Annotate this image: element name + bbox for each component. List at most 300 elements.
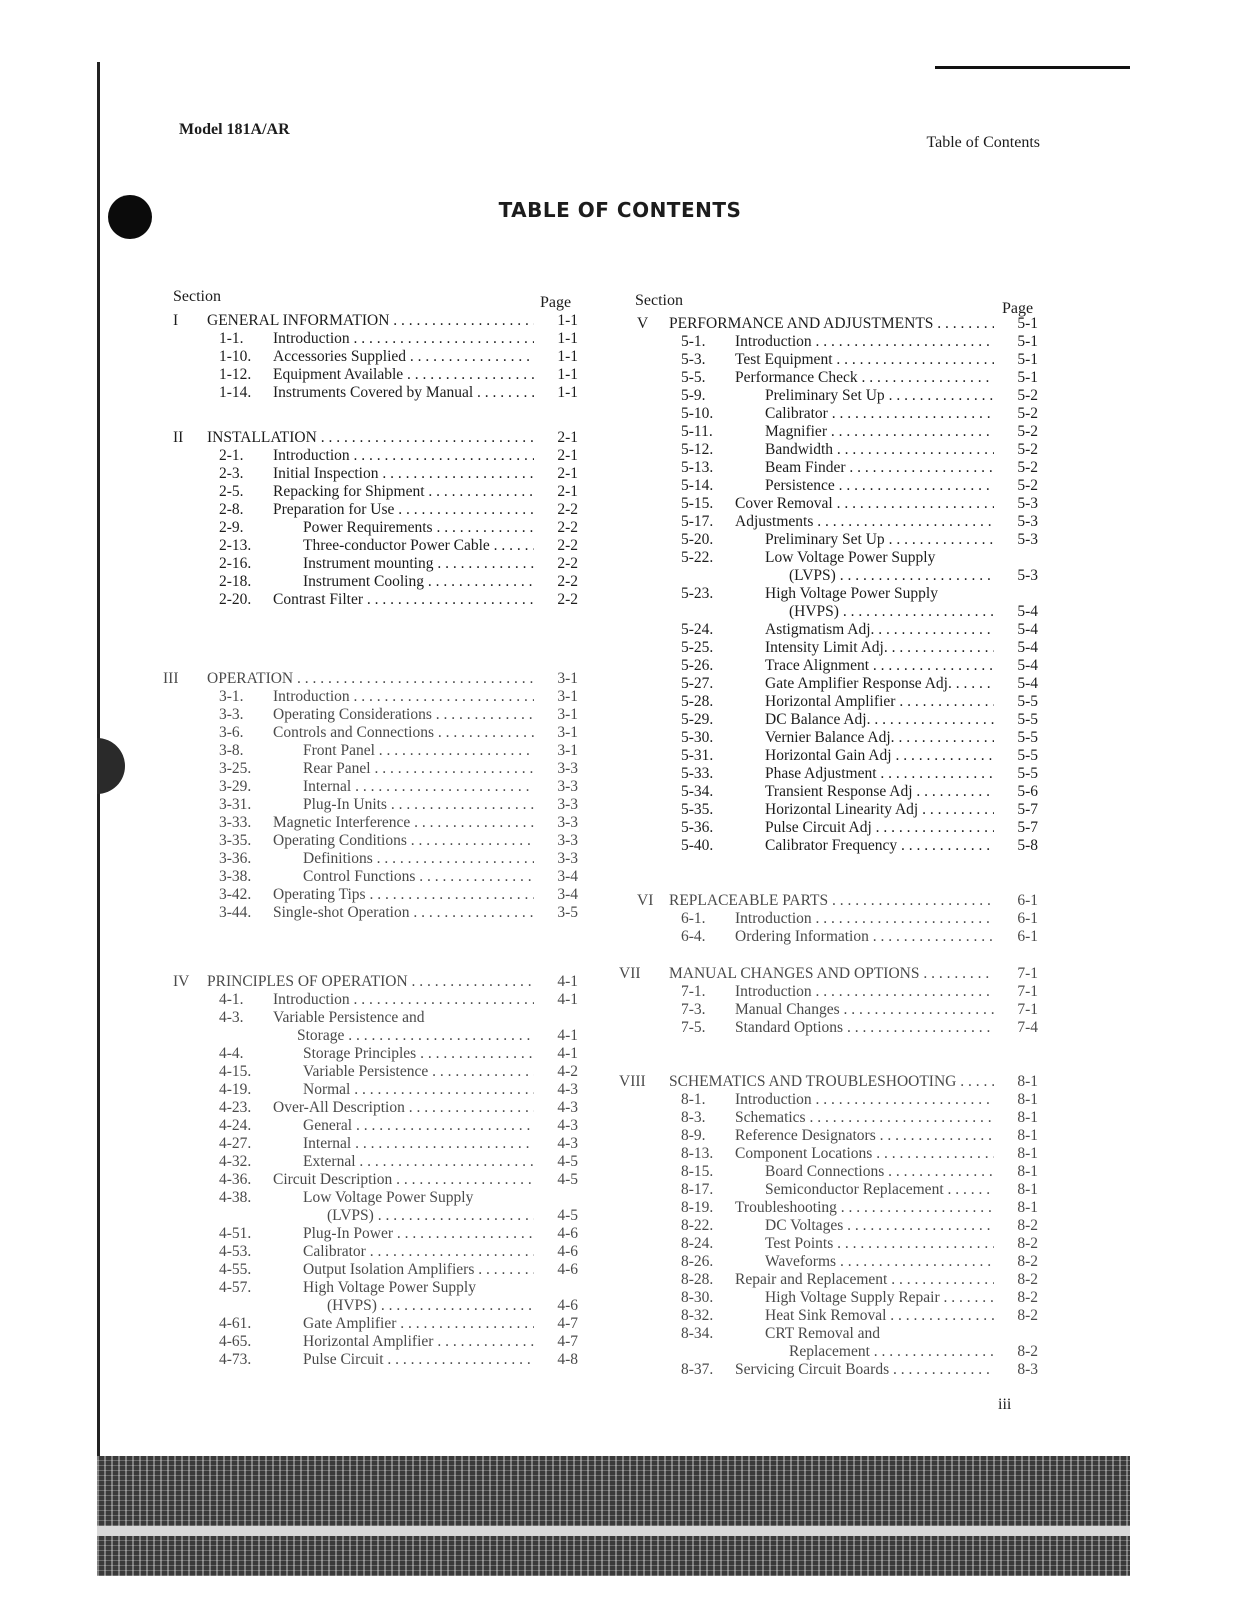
toc-page-ref: 5-2 bbox=[1017, 387, 1038, 404]
toc-paragraph-number: 5-26. bbox=[681, 657, 714, 674]
toc-entry-title: Transient Response Adj . . . bbox=[765, 783, 994, 801]
toc-entry bbox=[635, 693, 1037, 711]
toc-entry bbox=[173, 1009, 575, 1027]
toc-section-heading bbox=[173, 973, 578, 991]
toc-entry-title: External . . . bbox=[303, 1153, 534, 1171]
toc-entry bbox=[173, 348, 578, 366]
toc-entry bbox=[635, 1181, 1037, 1199]
toc-paragraph-number: 5-40. bbox=[681, 837, 714, 854]
toc-entry-title: DC Voltages . . . bbox=[765, 1217, 994, 1235]
toc-paragraph-number: 2-5. bbox=[219, 483, 244, 500]
toc-entry-title: Introduction . . . bbox=[273, 330, 534, 348]
toc-page-ref: 7-1 bbox=[1017, 983, 1038, 1000]
page-title: TABLE OF CONTENTS bbox=[498, 198, 742, 222]
toc-page-ref: 2-2 bbox=[557, 573, 578, 590]
toc-page-ref: 4-3 bbox=[557, 1081, 578, 1098]
toc-entry bbox=[635, 819, 1037, 837]
toc-paragraph-number: 1-14. bbox=[219, 384, 252, 401]
binder-edge-line bbox=[97, 62, 100, 1572]
toc-paragraph-number: 3-3. bbox=[219, 706, 244, 723]
toc-paragraph-number: 8-32. bbox=[681, 1307, 714, 1324]
toc-entry-title: Magnifier . . . bbox=[765, 423, 994, 441]
toc-entry-title: Magnetic Interference . . . bbox=[273, 814, 534, 832]
toc-entry-title: DC Balance Adj. . . . bbox=[765, 711, 994, 729]
toc-paragraph-number: 1-12. bbox=[219, 366, 252, 383]
toc-entry-title: Operating Considerations . . . bbox=[273, 706, 534, 724]
toc-page-ref: 7-1 bbox=[1017, 1001, 1038, 1018]
toc-entry-title: Operating Tips . . . bbox=[273, 886, 534, 904]
toc-paragraph-number: 5-22. bbox=[681, 549, 714, 566]
toc-paragraph-number: 8-28. bbox=[681, 1271, 714, 1288]
toc-entry bbox=[635, 1217, 1037, 1235]
toc-paragraph-number: 6-1. bbox=[681, 910, 706, 927]
toc-page-ref: 6-1 bbox=[1017, 910, 1038, 927]
toc-entry bbox=[173, 724, 578, 742]
toc-entry bbox=[173, 778, 578, 796]
toc-page-ref: 3-3 bbox=[557, 796, 578, 813]
toc-entry-title: Semiconductor Replacement . . . bbox=[765, 1181, 994, 1199]
toc-paragraph-number: 8-34. bbox=[681, 1325, 714, 1342]
toc-paragraph-number: 5-33. bbox=[681, 765, 714, 782]
toc-entry bbox=[173, 760, 578, 778]
toc-paragraph-number: 2-9. bbox=[219, 519, 244, 536]
toc-entry-title: Introduction . . . bbox=[273, 447, 534, 465]
toc-entry bbox=[635, 801, 1037, 819]
toc-paragraph-number: 3-31. bbox=[219, 796, 252, 813]
toc-page-ref: 4-5 bbox=[557, 1207, 578, 1224]
toc-entry bbox=[173, 1081, 578, 1099]
toc-page-ref: 3-3 bbox=[557, 778, 578, 795]
page-number: iii bbox=[998, 1396, 1012, 1413]
toc-page-ref: 8-1 bbox=[1017, 1109, 1038, 1126]
toc-entry-title: Control Functions . . . bbox=[303, 868, 534, 886]
toc-paragraph-number: 5-1. bbox=[681, 333, 706, 350]
toc-paragraph-number: 8-30. bbox=[681, 1289, 714, 1306]
toc-entry-title: Three-conductor Power Cable . . . bbox=[303, 537, 534, 555]
toc-entry bbox=[635, 333, 1037, 351]
toc-entry bbox=[635, 1325, 1037, 1343]
toc-entry bbox=[173, 1243, 578, 1261]
toc-entry-title: Introduction . . . bbox=[735, 910, 994, 928]
toc-entry bbox=[635, 477, 1037, 495]
toc-entry bbox=[173, 1315, 578, 1333]
toc-entry bbox=[635, 459, 1037, 477]
toc-paragraph-number: 2-20. bbox=[219, 591, 252, 608]
toc-paragraph-number: 5-36. bbox=[681, 819, 714, 836]
toc-page-ref: 5-6 bbox=[1017, 783, 1038, 800]
toc-paragraph-number: 3-25. bbox=[219, 760, 252, 777]
toc-entry-title: Instrument Cooling . . . bbox=[303, 573, 534, 591]
toc-entry bbox=[635, 621, 1037, 639]
toc-paragraph-number: 3-35. bbox=[219, 832, 252, 849]
toc-entry-title: Front Panel . . . bbox=[303, 742, 534, 760]
toc-entry bbox=[635, 1019, 1037, 1037]
toc-paragraph-number: 8-13. bbox=[681, 1145, 714, 1162]
toc-paragraph-number: 1-1. bbox=[219, 330, 244, 347]
toc-paragraph-number: 5-34. bbox=[681, 783, 714, 800]
toc-section-heading bbox=[173, 312, 578, 330]
toc-paragraph-number: 8-3. bbox=[681, 1109, 706, 1126]
toc-section-heading bbox=[635, 892, 1037, 910]
toc-paragraph-number: 3-33. bbox=[219, 814, 252, 831]
toc-page-ref: 1-1 bbox=[557, 348, 578, 365]
toc-paragraph-number: 5-30. bbox=[681, 729, 714, 746]
toc-entry-title: Calibrator . . . bbox=[303, 1243, 534, 1261]
toc-entry bbox=[173, 573, 578, 591]
toc-entry-title: Plug-In Power . . . bbox=[303, 1225, 534, 1243]
toc-entry bbox=[173, 591, 578, 609]
toc-page-ref: 3-1 bbox=[557, 688, 578, 705]
toc-entry-title: Introduction . . . bbox=[735, 983, 994, 1001]
toc-page-ref: 8-1 bbox=[1017, 1181, 1038, 1198]
toc-page-ref: 4-6 bbox=[557, 1243, 578, 1260]
toc-page-ref: 4-6 bbox=[557, 1225, 578, 1242]
toc-paragraph-number: 5-27. bbox=[681, 675, 714, 692]
toc-entry-title: Astigmatism Adj. . . . bbox=[765, 621, 994, 639]
toc-entry-title: Component Locations . . . bbox=[735, 1145, 994, 1163]
toc-entry-title: Horizontal Amplifier . . . bbox=[303, 1333, 534, 1351]
toc-entry-title: Heat Sink Removal . . . bbox=[765, 1307, 994, 1325]
toc-paragraph-number: 5-28. bbox=[681, 693, 714, 710]
toc-entry-title: Low Voltage Power Supply bbox=[765, 549, 936, 566]
toc-entry bbox=[173, 850, 578, 868]
toc-entry-title: Horizontal Linearity Adj . . . bbox=[765, 801, 994, 819]
toc-page-ref: 4-2 bbox=[557, 1063, 578, 1080]
toc-entry-title: High Voltage Power Supply bbox=[765, 585, 938, 602]
toc-page-ref: 3-5 bbox=[557, 904, 578, 921]
toc-page-ref: 4-8 bbox=[557, 1351, 578, 1368]
toc-entry-title: Plug-In Units . . . bbox=[303, 796, 534, 814]
toc-entry-title: MANUAL CHANGES AND OPTIONS . . . bbox=[669, 965, 994, 983]
toc-entry bbox=[635, 657, 1037, 675]
toc-page-ref: 5-1 bbox=[1017, 315, 1038, 332]
toc-page-ref: 3-3 bbox=[557, 814, 578, 831]
toc-entry-title: Introduction . . . bbox=[273, 688, 534, 706]
model-label: Model 181A/AR bbox=[179, 121, 290, 138]
right-section-label: Section bbox=[635, 292, 683, 309]
toc-entry-title: Intensity Limit Adj. . . . bbox=[765, 639, 994, 657]
toc-section-number: VIII bbox=[619, 1073, 646, 1090]
toc-entry bbox=[173, 366, 578, 384]
toc-entry-title: High Voltage Supply Repair . . . bbox=[765, 1289, 994, 1307]
toc-paragraph-number: 7-5. bbox=[681, 1019, 706, 1036]
toc-paragraph-number: 8-9. bbox=[681, 1127, 706, 1144]
toc-page-ref: 2-1 bbox=[557, 429, 578, 446]
toc-page-ref: 5-5 bbox=[1017, 765, 1038, 782]
toc-section-heading bbox=[635, 315, 1037, 333]
toc-paragraph-number: 2-16. bbox=[219, 555, 252, 572]
toc-page-ref: 3-1 bbox=[557, 706, 578, 723]
toc-section-heading bbox=[173, 429, 578, 447]
toc-entry-title: INSTALLATION . . . bbox=[207, 429, 534, 447]
toc-entry-title: Power Requirements . . . bbox=[303, 519, 534, 537]
toc-section-number: VI bbox=[637, 892, 654, 909]
toc-page-ref: 8-2 bbox=[1017, 1253, 1038, 1270]
toc-page-ref: 4-3 bbox=[557, 1135, 578, 1152]
toc-entry-title: Normal . . . bbox=[303, 1081, 534, 1099]
toc-entry bbox=[173, 384, 578, 402]
toc-page-ref: 5-2 bbox=[1017, 477, 1038, 494]
toc-entry-title: Introduction . . . bbox=[735, 333, 994, 351]
toc-entry bbox=[173, 501, 578, 519]
toc-page-ref: 3-3 bbox=[557, 832, 578, 849]
toc-page-ref: 2-2 bbox=[557, 501, 578, 518]
toc-page-ref: 6-1 bbox=[1017, 892, 1038, 909]
toc-page-ref: 3-4 bbox=[557, 886, 578, 903]
toc-entry bbox=[173, 330, 578, 348]
toc-entry bbox=[173, 1207, 578, 1225]
toc-paragraph-number: 4-32. bbox=[219, 1153, 252, 1170]
toc-page-ref: 8-1 bbox=[1017, 1163, 1038, 1180]
toc-paragraph-number: 3-8. bbox=[219, 742, 244, 759]
toc-entry-title: Operating Conditions . . . bbox=[273, 832, 534, 850]
toc-paragraph-number: 5-23. bbox=[681, 585, 714, 602]
toc-paragraph-number: 5-9. bbox=[681, 387, 706, 404]
toc-page-ref: 1-1 bbox=[557, 330, 578, 347]
toc-entry-title: Test Points . . . bbox=[765, 1235, 994, 1253]
toc-entry-title: Vernier Balance Adj. . . . bbox=[765, 729, 994, 747]
toc-page-ref: 8-2 bbox=[1017, 1307, 1038, 1324]
toc-entry-title: Adjustments . . . bbox=[735, 513, 994, 531]
toc-paragraph-number: 5-20. bbox=[681, 531, 714, 548]
toc-page-ref: 5-3 bbox=[1017, 495, 1038, 512]
toc-page-ref: 5-1 bbox=[1017, 351, 1038, 368]
toc-paragraph-number: 2-3. bbox=[219, 465, 244, 482]
toc-page-ref: 1-1 bbox=[557, 366, 578, 383]
toc-paragraph-number: 5-14. bbox=[681, 477, 714, 494]
toc-paragraph-number: 2-8. bbox=[219, 501, 244, 518]
toc-entry-title: Controls and Connections . . . bbox=[273, 724, 534, 742]
toc-entry-title: Rear Panel . . . bbox=[303, 760, 534, 778]
toc-entry-title: Preliminary Set Up . . . bbox=[765, 531, 994, 549]
toc-paragraph-number: 5-10. bbox=[681, 405, 714, 422]
toc-paragraph-number: 4-61. bbox=[219, 1315, 252, 1332]
toc-page-ref: 4-5 bbox=[557, 1171, 578, 1188]
toc-page-ref: 5-5 bbox=[1017, 729, 1038, 746]
toc-entry-title: Pulse Circuit Adj . . . bbox=[765, 819, 994, 837]
toc-entry bbox=[173, 1261, 578, 1279]
toc-entry-title: Gate Amplifier Response Adj. . . . bbox=[765, 675, 994, 693]
toc-entry-title: High Voltage Power Supply bbox=[303, 1279, 476, 1296]
toc-paragraph-number: 4-19. bbox=[219, 1081, 252, 1098]
toc-entry-title: Accessories Supplied . . . bbox=[273, 348, 534, 366]
toc-entry-title: SCHEMATICS AND TROUBLESHOOTING . . . bbox=[669, 1073, 994, 1091]
running-header: Table of Contents bbox=[926, 134, 1040, 151]
toc-page-ref: 2-1 bbox=[557, 447, 578, 464]
toc-page-ref: 1-1 bbox=[557, 384, 578, 401]
toc-paragraph-number: 4-51. bbox=[219, 1225, 252, 1242]
toc-page-ref: 8-2 bbox=[1017, 1343, 1038, 1360]
toc-page-ref: 5-7 bbox=[1017, 819, 1038, 836]
toc-entry-title: Preparation for Use . . . bbox=[273, 501, 534, 519]
toc-entry bbox=[635, 1127, 1037, 1145]
toc-page-ref: 8-3 bbox=[1017, 1361, 1038, 1378]
toc-paragraph-number: 3-1. bbox=[219, 688, 244, 705]
toc-entry bbox=[635, 351, 1037, 369]
toc-entry bbox=[173, 1063, 578, 1081]
toc-entry-title: Low Voltage Power Supply bbox=[303, 1189, 474, 1206]
toc-entry-title: Beam Finder . . . bbox=[765, 459, 994, 477]
left-section-label: Section bbox=[173, 288, 221, 305]
toc-entry bbox=[173, 465, 578, 483]
toc-paragraph-number: 5-17. bbox=[681, 513, 714, 530]
toc-entry bbox=[173, 868, 578, 886]
toc-page-ref: 2-1 bbox=[557, 465, 578, 482]
toc-page-ref: 5-5 bbox=[1017, 711, 1038, 728]
toc-entry-title: (LVPS) . . . bbox=[789, 567, 994, 585]
toc-entry-title: Servicing Circuit Boards . . . bbox=[735, 1361, 994, 1379]
toc-section-number: VII bbox=[619, 965, 641, 982]
toc-entry bbox=[173, 742, 578, 760]
toc-entry bbox=[635, 1253, 1037, 1271]
toc-paragraph-number: 3-6. bbox=[219, 724, 244, 741]
toc-entry-title: Preliminary Set Up . . . bbox=[765, 387, 994, 405]
toc-page-ref: 4-1 bbox=[557, 991, 578, 1008]
toc-paragraph-number: 5-24. bbox=[681, 621, 714, 638]
toc-section-number: IV bbox=[173, 973, 190, 990]
toc-page-ref: 8-1 bbox=[1017, 1199, 1038, 1216]
toc-entry bbox=[635, 783, 1037, 801]
toc-entry bbox=[635, 369, 1037, 387]
toc-page-ref: 5-2 bbox=[1017, 459, 1038, 476]
toc-paragraph-number: 4-23. bbox=[219, 1099, 252, 1116]
toc-entry-title: Single-shot Operation . . . bbox=[273, 904, 534, 922]
toc-page-ref: 3-1 bbox=[557, 742, 578, 759]
toc-entry bbox=[635, 405, 1037, 423]
toc-page-ref: 4-3 bbox=[557, 1099, 578, 1116]
toc-paragraph-number: 4-65. bbox=[219, 1333, 252, 1350]
toc-entry bbox=[635, 1199, 1037, 1217]
toc-paragraph-number: 5-3. bbox=[681, 351, 706, 368]
toc-entry bbox=[635, 639, 1037, 657]
toc-entry bbox=[635, 765, 1037, 783]
toc-paragraph-number: 5-31. bbox=[681, 747, 714, 764]
toc-paragraph-number: 4-27. bbox=[219, 1135, 252, 1152]
toc-page-ref: 8-1 bbox=[1017, 1091, 1038, 1108]
toc-page-ref: 8-2 bbox=[1017, 1235, 1038, 1252]
toc-paragraph-number: 4-24. bbox=[219, 1117, 252, 1134]
toc-paragraph-number: 8-24. bbox=[681, 1235, 714, 1252]
toc-page-ref: 4-5 bbox=[557, 1153, 578, 1170]
toc-section-number: III bbox=[163, 670, 179, 687]
toc-page-ref: 6-1 bbox=[1017, 928, 1038, 945]
right-page-label: Page bbox=[1002, 300, 1034, 317]
toc-paragraph-number: 7-1. bbox=[681, 983, 706, 1000]
toc-entry bbox=[635, 549, 1037, 567]
toc-page-ref: 3-4 bbox=[557, 868, 578, 885]
toc-paragraph-number: 8-17. bbox=[681, 1181, 714, 1198]
toc-paragraph-number: 5-35. bbox=[681, 801, 714, 818]
toc-paragraph-number: 8-15. bbox=[681, 1163, 714, 1180]
toc-paragraph-number: 5-29. bbox=[681, 711, 714, 728]
toc-entry-title: Pulse Circuit . . . bbox=[303, 1351, 534, 1369]
toc-entry bbox=[173, 991, 578, 1009]
toc-page-ref: 5-1 bbox=[1017, 369, 1038, 386]
toc-entry bbox=[173, 832, 578, 850]
toc-entry-title: Replacement . . . bbox=[789, 1343, 994, 1361]
toc-page-ref: 3-3 bbox=[557, 760, 578, 777]
toc-paragraph-number: 4-55. bbox=[219, 1261, 252, 1278]
toc-page-ref: 5-4 bbox=[1017, 675, 1038, 692]
toc-paragraph-number: 5-12. bbox=[681, 441, 714, 458]
toc-paragraph-number: 3-29. bbox=[219, 778, 252, 795]
toc-paragraph-number: 5-13. bbox=[681, 459, 714, 476]
toc-page-ref: 5-3 bbox=[1017, 531, 1038, 548]
toc-paragraph-number: 5-11. bbox=[681, 423, 713, 440]
toc-entry-title: Standard Options . . . bbox=[735, 1019, 994, 1037]
toc-entry bbox=[635, 495, 1037, 513]
toc-entry-title: REPLACEABLE PARTS . . . bbox=[669, 892, 994, 910]
toc-page-ref: 5-8 bbox=[1017, 837, 1038, 854]
toc-entry-title: Troubleshooting . . . bbox=[735, 1199, 994, 1217]
toc-entry-title: Horizontal Gain Adj . . . bbox=[765, 747, 994, 765]
toc-entry-title: Introduction . . . bbox=[735, 1091, 994, 1109]
toc-paragraph-number: 4-4. bbox=[219, 1045, 244, 1062]
toc-entry-title: (HVPS) . . . bbox=[327, 1297, 534, 1315]
toc-paragraph-number: 2-1. bbox=[219, 447, 244, 464]
toc-page-ref: 2-2 bbox=[557, 519, 578, 536]
toc-page-ref: 2-2 bbox=[557, 537, 578, 554]
toc-entry bbox=[173, 555, 578, 573]
toc-paragraph-number: 4-53. bbox=[219, 1243, 252, 1260]
toc-entry bbox=[173, 1333, 578, 1351]
toc-entry bbox=[635, 1307, 1037, 1325]
toc-entry-title: (HVPS) . . . bbox=[789, 603, 994, 621]
toc-entry bbox=[635, 675, 1037, 693]
toc-entry bbox=[635, 387, 1037, 405]
toc-entry bbox=[635, 585, 1037, 603]
toc-entry-title: Performance Check . . . bbox=[735, 369, 994, 387]
toc-entry-title: Storage . . . bbox=[297, 1027, 534, 1045]
toc-entry-title: Repair and Replacement . . . bbox=[735, 1271, 994, 1289]
toc-entry-title: Variable Persistence and bbox=[273, 1009, 425, 1026]
toc-entry bbox=[173, 1153, 578, 1171]
toc-page-ref: 4-6 bbox=[557, 1261, 578, 1278]
toc-paragraph-number: 8-37. bbox=[681, 1361, 714, 1378]
toc-entry bbox=[173, 519, 578, 537]
toc-entry-title: Bandwidth . . . bbox=[765, 441, 994, 459]
toc-paragraph-number: 7-3. bbox=[681, 1001, 706, 1018]
toc-page-ref: 5-5 bbox=[1017, 747, 1038, 764]
toc-page-ref: 8-2 bbox=[1017, 1271, 1038, 1288]
toc-entry bbox=[635, 729, 1037, 747]
toc-section-heading bbox=[163, 670, 578, 688]
toc-entry-title: PRINCIPLES OF OPERATION . . . bbox=[207, 973, 534, 991]
toc-paragraph-number: 8-26. bbox=[681, 1253, 714, 1270]
toc-paragraph-number: 3-36. bbox=[219, 850, 252, 867]
toc-paragraph-number: 3-38. bbox=[219, 868, 252, 885]
toc-entry-title: Introduction . . . bbox=[273, 991, 534, 1009]
toc-entry bbox=[173, 483, 578, 501]
toc-entry-title: Gate Amplifier . . . bbox=[303, 1315, 534, 1333]
toc-page-ref: 7-4 bbox=[1017, 1019, 1038, 1036]
toc-page-ref: 8-1 bbox=[1017, 1145, 1038, 1162]
toc-paragraph-number: 2-18. bbox=[219, 573, 252, 590]
toc-entry-title: Board Connections . . . bbox=[765, 1163, 994, 1181]
toc-page-ref: 8-2 bbox=[1017, 1289, 1038, 1306]
toc-entry-title: Variable Persistence . . . bbox=[303, 1063, 534, 1081]
toc-paragraph-number: 5-15. bbox=[681, 495, 714, 512]
toc-page-ref: 5-3 bbox=[1017, 567, 1038, 584]
toc-entry bbox=[635, 1271, 1037, 1289]
toc-section-heading bbox=[619, 1073, 1038, 1091]
toc-entry bbox=[173, 904, 578, 922]
toc-page-ref: 5-4 bbox=[1017, 639, 1038, 656]
toc-page-ref: 3-1 bbox=[557, 724, 578, 741]
toc-entry-title: Instrument mounting . . . bbox=[303, 555, 534, 573]
toc-entry-title: Output Isolation Amplifiers . . . bbox=[303, 1261, 534, 1279]
toc-page-ref: 2-2 bbox=[557, 555, 578, 572]
